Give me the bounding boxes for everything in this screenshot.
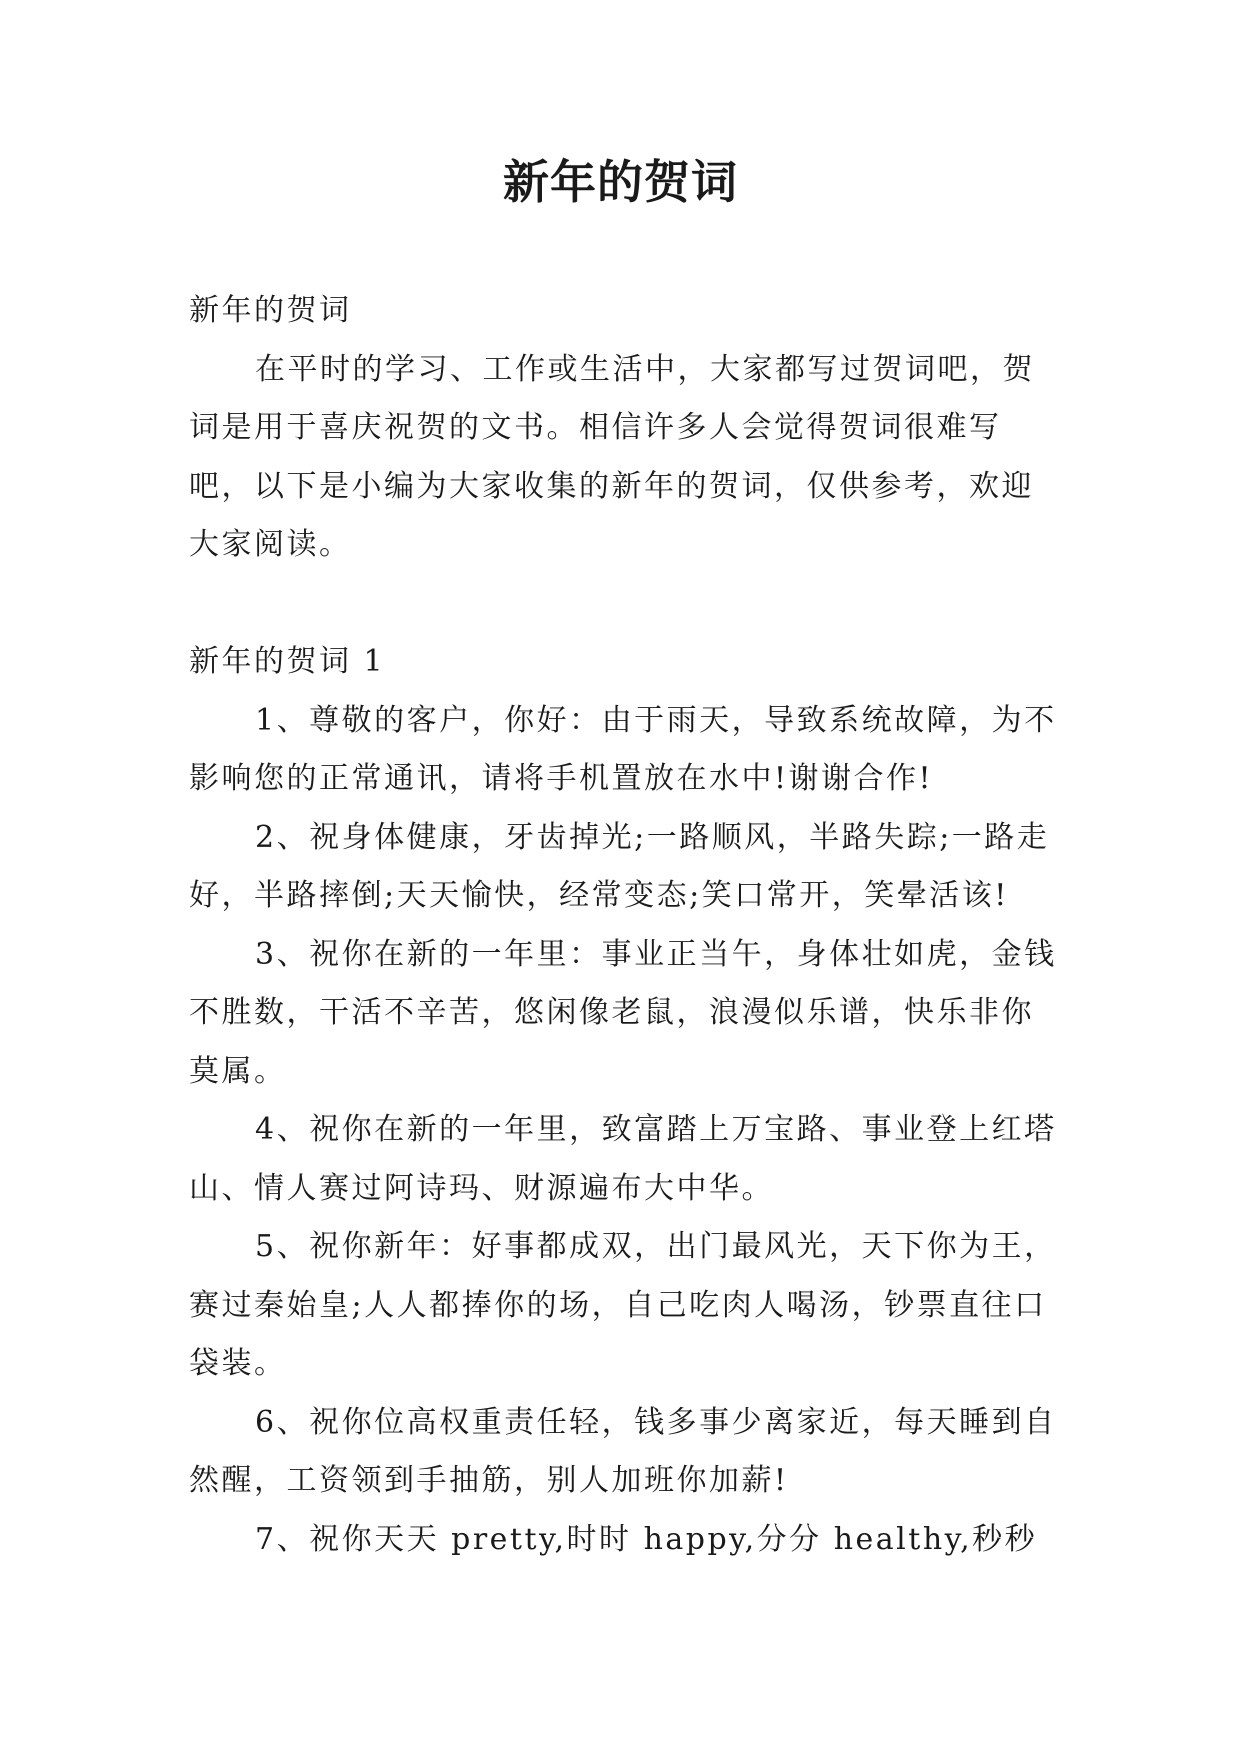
page-title: 新年的贺词 (503, 155, 738, 209)
intro-paragraph: 在平时的学习、工作或生活中，大家都写过贺词吧，贺词是用于喜庆祝贺的文书。相信许多人会觉得贺词很难写吧，以下是小编为大家收集的新年的贺词，仅供参考，欢迎大家阅读。 (189, 351, 1035, 562)
greeting-item-4: 4、祝你在新的一年里，致富踏上万宝路、事业登上红塔山、情人赛过阿诗玛、财源遍布大中华。 (189, 1112, 1057, 1206)
paragraph-spacer (189, 575, 1059, 634)
section-heading: 新年的贺词 1 (189, 644, 386, 679)
greeting-item-1: 1、尊敬的客户，你好：由于雨天，导致系统故障，为不影响您的正常通讯，请将手机置放在水中!谢谢合作! (189, 702, 1057, 796)
greeting-item-6: 6、祝你位高权重责任轻，钱多事少离家近，每天睡到自然醒，工资领到手抽筋，别人加班你加薪! (189, 1404, 1057, 1498)
document-subtitle: 新年的贺词 (189, 293, 352, 328)
greeting-item-3: 3、祝你在新的一年里：事业正当午，身体壮如虎，金钱不胜数，干活不辛苦，悠闲像老鼠，浪漫似乐谱，快乐非你莫属。 (189, 936, 1057, 1089)
greeting-item-7: 7、祝你天天 pretty,时时 happy,分分 healthy,秒秒 (255, 1521, 1038, 1557)
greeting-item-2: 2、祝身体健康，牙齿掉光;一路顺风，半路失踪;一路走好，半路摔倒;天天愉快，经常变态;笑口常开，笑晕活该! (189, 819, 1050, 913)
document-body (189, 282, 1059, 1569)
greeting-item-5: 5、祝你新年：好事都成双，出门最风光，天下你为王，赛过秦始皇;人人都捧你的场，自己吃肉人喝汤，钞票直往口袋装。 (189, 1229, 1057, 1381)
